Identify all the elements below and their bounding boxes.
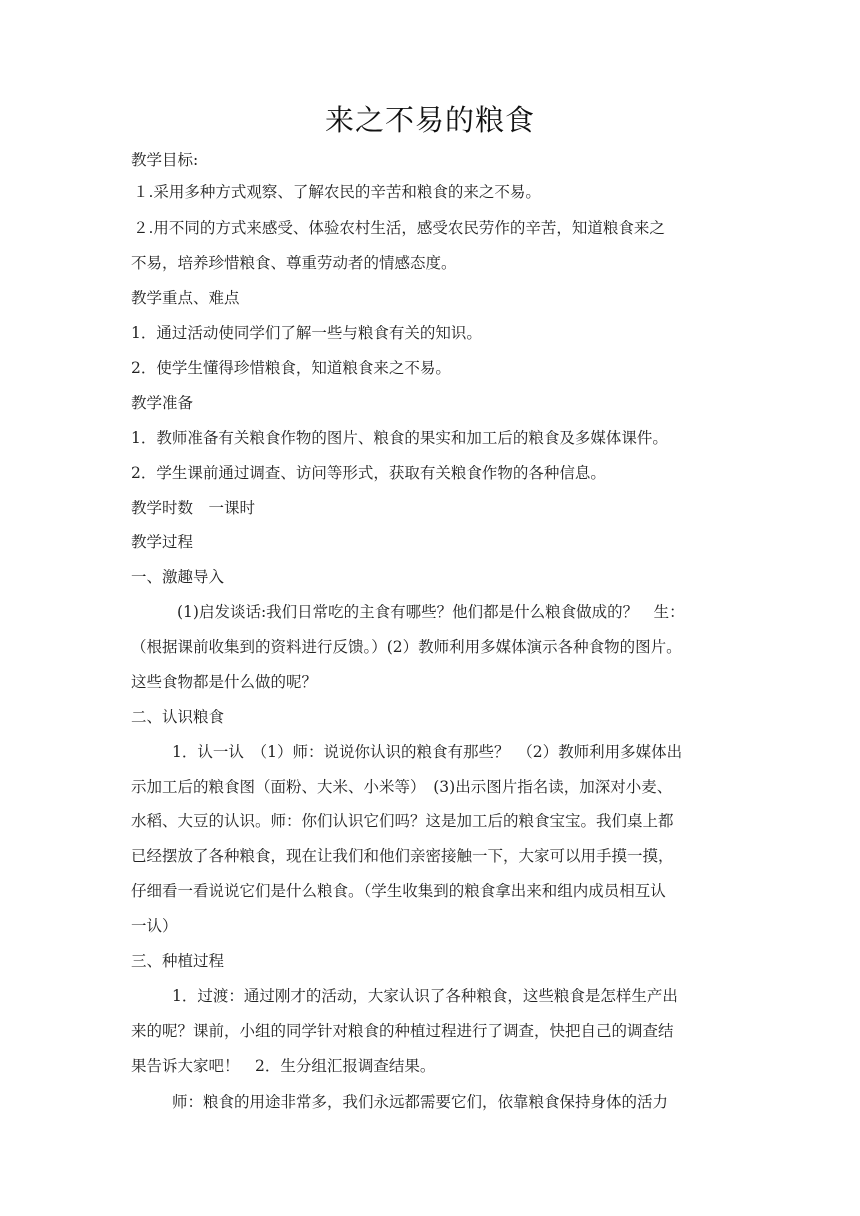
preparation-2: 2．学生课前通过调查、访问等形式，获取有关粮食作物的各种信息。	[131, 464, 606, 482]
section-heading-key-points: 教学重点、难点	[131, 289, 240, 307]
planting-paragraph-line-2: 来的呢？课前，小组的同学针对粮食的种植过程进行了调查，快把自己的调查结	[131, 1022, 674, 1040]
step-heading-recognize-grain: 二、认识粮食	[131, 708, 225, 726]
recognize-paragraph-line-5: 仔细看一看说说它们是什么粮食。（学生收集到的粮食拿出来和组内成员相互认	[131, 882, 666, 900]
document-title: 来之不易的粮食	[324, 103, 535, 137]
recognize-paragraph-line-6: 一认）	[131, 917, 178, 935]
teacher-remark-line: 师：粮食的用途非常多，我们永远都需要它们，依靠粮食保持身体的活力	[172, 1093, 669, 1111]
recognize-paragraph-line-3: 水稻、大豆的认识。师：你们认识它们吗？这是加工后的粮食宝宝。我们桌上都	[131, 812, 674, 830]
planting-paragraph-line-3: 果告诉大家吧！ 2．生分组汇报调查结果。	[131, 1057, 436, 1075]
preparation-1: 1．教师准备有关粮食作物的图片、粮食的果实和加工后的粮食及多媒体课件。	[131, 429, 668, 447]
section-heading-preparation: 教学准备	[131, 394, 194, 412]
recognize-paragraph-line-1: 1．认一认 （1）师：说说你认识的粮食有那些？ （2）教师利用多媒体出	[172, 743, 683, 761]
key-point-1: 1．通过活动使同学们了解一些与粮食有关的知识。	[131, 324, 482, 342]
section-heading-process: 教学过程	[131, 533, 194, 551]
introduction-paragraph-line-1: (1)启发谈话:我们日常吃的主食有哪些？他们都是什么粮食做成的？ 生：	[177, 603, 685, 621]
objective-2: ２.用不同的方式来感受、体验农村生活，感受农民劳作的辛苦，知道粮食来之	[133, 219, 665, 237]
recognize-paragraph-line-4: 已经摆放了各种粮食，现在让我们和他们亲密接触一下，大家可以用手摸一摸，	[131, 847, 674, 865]
section-heading-objectives: 教学目标:	[131, 151, 199, 169]
introduction-paragraph-line-3: 这些食物都是什么做的呢？	[131, 673, 318, 691]
key-point-2: 2．使学生懂得珍惜粮食，知道粮食来之不易。	[131, 359, 451, 377]
introduction-paragraph-line-2: （根据课前收集到的资料进行反馈。）(2）教师利用多媒体演示各种食物的图片。	[131, 638, 682, 656]
objective-1: １.采用多种方式观察、了解农民的辛苦和粮食的来之不易。	[133, 183, 541, 201]
section-heading-class-hours: 教学时数 一课时	[131, 499, 256, 517]
step-heading-planting-process: 三、种植过程	[131, 952, 225, 970]
planting-paragraph-line-1: 1．过渡：通过刚才的活动，大家认识了各种粮食，这些粮食是怎样生产出	[172, 987, 678, 1005]
step-heading-introduction: 一、激趣导入	[131, 568, 225, 586]
objective-2-continued: 不易，培养珍惜粮食、尊重劳动者的情感态度。	[131, 254, 457, 272]
recognize-paragraph-line-2: 示加工后的粮食图（面粉、大米、小米等） (3)出示图片指名读，加深对小麦、	[131, 778, 673, 796]
